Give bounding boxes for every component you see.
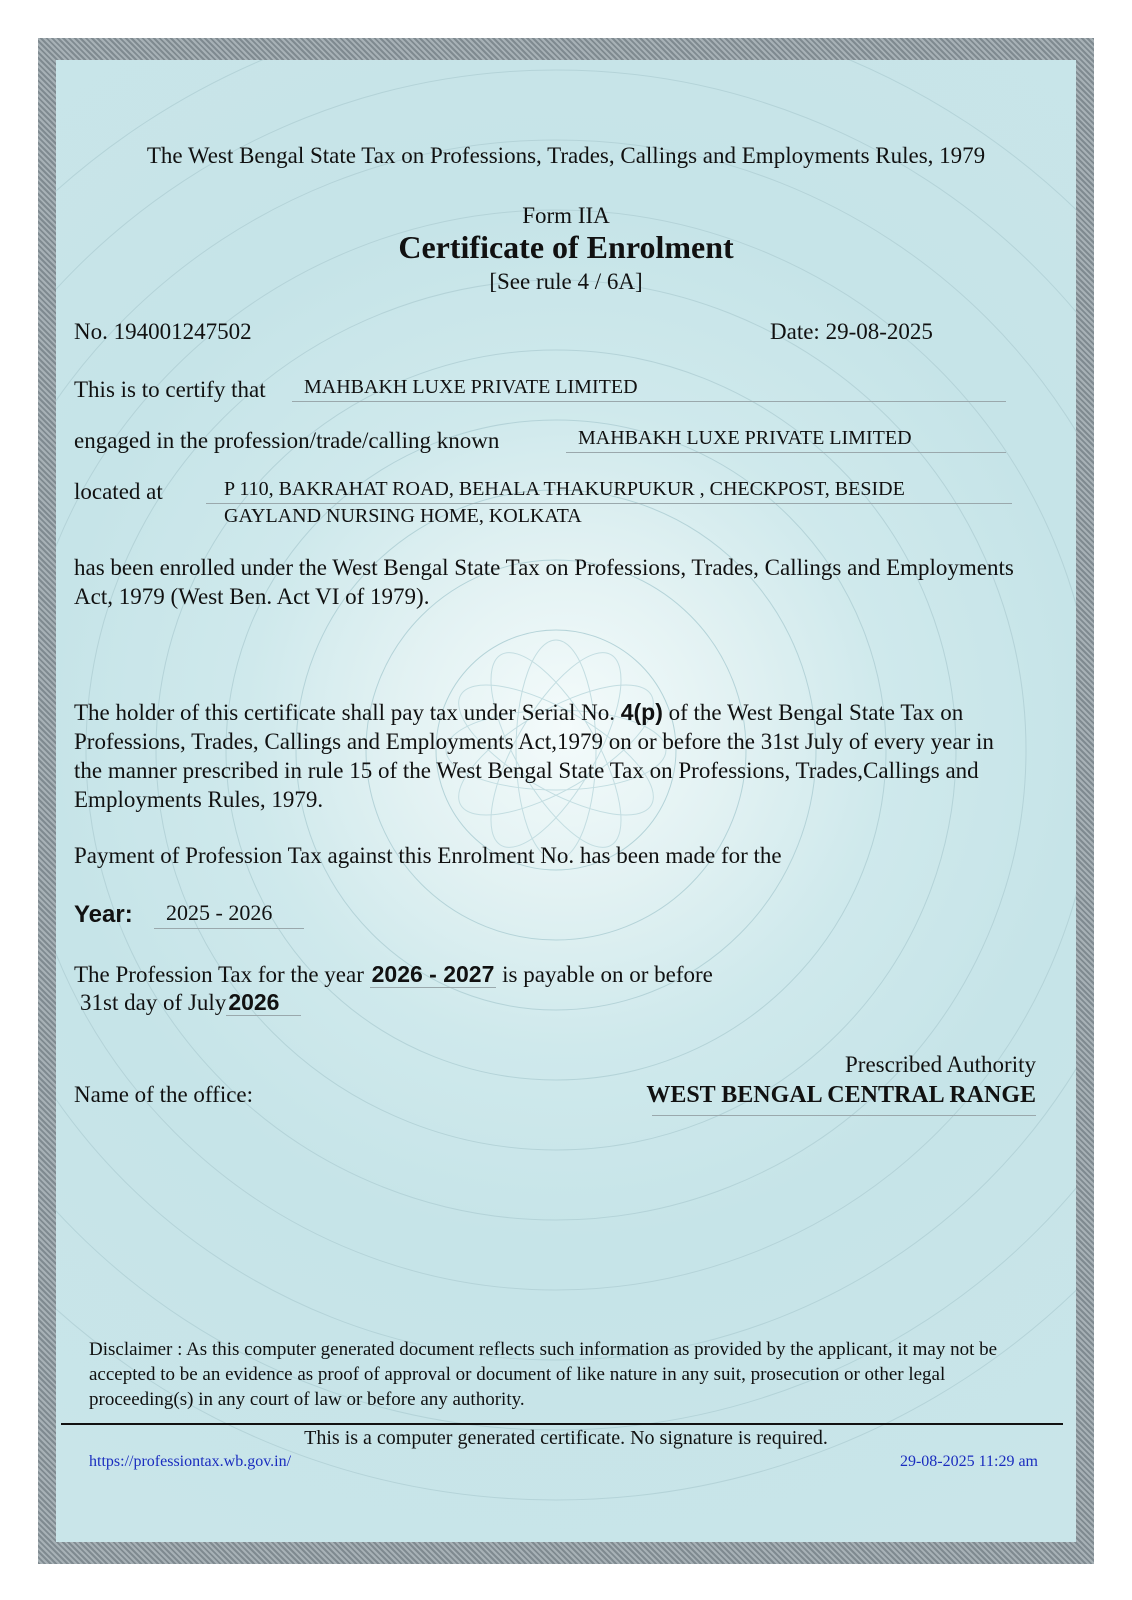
page-title: Certificate of Enrolment [398,229,734,265]
certificate-paper [56,60,1076,1542]
office-underline [652,1115,1036,1116]
authority-label: Prescribed Authority [845,1052,1036,1077]
enrolment-number [74,318,252,347]
date-value: 29-08-2025 [825,319,933,344]
office-label: Name of the office: [74,1082,254,1107]
due-statement [80,988,301,1018]
due-year: 2026 [226,989,301,1016]
profession-value: MAHBAKH LUXE PRIVATE LIMITED [566,427,1006,453]
holder-obligation [74,698,1024,814]
footer-url[interactable]: https://professiontax.wb.gov.in/ [89,1453,292,1470]
footer-note: This is a computer generated certificate. No signature is required. [304,1427,828,1449]
rule-reference: [See rule 4 / 6A] [489,269,643,294]
footer-divider [61,1423,1063,1425]
next-year-statement [74,960,713,990]
enrolled-statement: has been enrolled under the West Bengal State Tax on Professions, Trades, Callings and Employments Act, 1979 (West Ben. Act VI of 1979). [74,555,1014,609]
holder-name: MAHBAKH LUXE PRIVATE LIMITED [292,376,1006,402]
payment-statement: Payment of Profession Tax against this Enrolment No. has been made for the [74,843,782,868]
footer-timestamp: 29-08-2025 11:29 am [899,1453,1038,1470]
next-text-end: is payable on or before [502,962,713,987]
year-paid: 2025 - 2026 [154,900,304,929]
certificate-date [770,318,933,347]
certificate-border [38,38,1094,1564]
form-number: Form IIA [522,203,610,228]
date-label: Date: [770,319,820,344]
profession-label: engaged in the profession/trade/calling known [74,428,500,453]
office-name: WEST BENGAL CENTRAL RANGE [646,1082,1036,1108]
address-line-1: P 110, BAKRAHAT ROAD, BEHALA THAKURPUKUR , CHECKPOST, BESIDE [206,478,1012,504]
year-label: Year: [74,901,133,928]
next-text-start: The Profession Tax for the year [74,962,364,987]
serial-number: 4(p) [620,699,663,725]
due-text: 31st day of July [80,990,227,1015]
located-label: located at [74,479,163,504]
number-value: 194001247502 [113,319,252,344]
rules-heading: The West Bengal State Tax on Professions, Trades, Callings and Employments Rules, 1979 [146,143,986,168]
disclaimer: Disclaimer : As this computer generated document reflects such information as provided by the applicant, it may not be accepted to be an evidence as proof of approval or document of like nature in any suit, prosecution or other legal proceeding(s) in any court of law or before any authority. [89,1339,998,1410]
next-year: 2026 - 2027 [371,961,495,987]
number-label: No. [74,319,108,344]
holder-text-end: of the West Bengal State Tax on Professions, Trades, Callings and Employments Act,1979 on or before the 31st July of every year in the manner prescribed in rule 15 of the West Bengal State Tax on Professions, Trades,Callings and Employments Rules, 1979. [74,700,994,812]
certify-label: This is to certify that [74,377,266,402]
holder-text-start: The holder of this certificate shall pay tax under Serial No. [74,700,615,725]
address-line-2: GAYLAND NURSING HOME, KOLKATA [224,505,582,527]
